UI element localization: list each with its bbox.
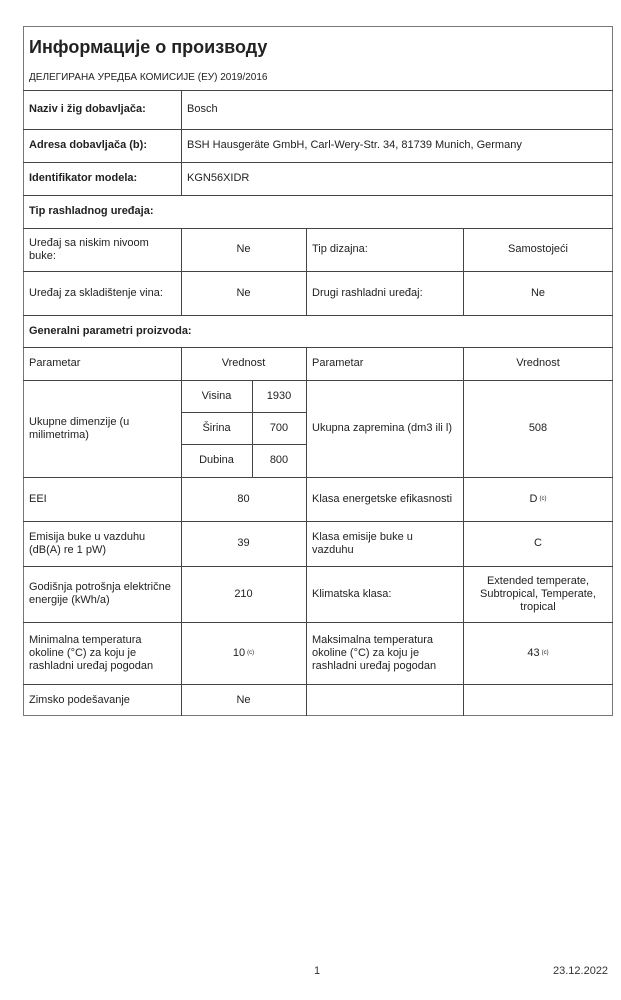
supplier-address-label: Adresa dobavljača (b): [29, 139, 147, 151]
supplier-address-value: BSH Hausgeräte GmbH, Carl-Wery-Str. 34, 81739 Munich, Germany [187, 139, 522, 151]
page-title: Информације о производу [29, 36, 268, 57]
supplier-name-label: Naziv i žig dobavljača: [29, 103, 146, 115]
low-noise-label: Uređaj sa niskim nivoom buke: [29, 236, 149, 262]
volume-label: Ukupna zapremina (dm3 ili l) [312, 422, 452, 434]
min-temp-value: 10 [232, 646, 246, 659]
min-temp-note: (c) [247, 649, 255, 656]
climate-class-value: Extended temperate, Subtropical, Temperate, tropical [480, 574, 596, 613]
page-number: 1 [314, 965, 321, 977]
column-header-parameter: Parametar [29, 357, 81, 369]
depth-value: 800 [269, 454, 289, 466]
winter-setting-label: Zimsko podešavanje [29, 693, 130, 706]
noise-class-label: Klasa emisije buke u vazduhu [312, 530, 413, 556]
max-temp-label: Maksimalna temperatura okoline (°C) za koju je rashladni uređaj pogodan [312, 633, 437, 672]
design-type-value: Samostojeći [508, 243, 568, 255]
wine-storage-label: Uređaj za skladištenje vina: [29, 286, 163, 299]
design-type-label: Tip dizajna: [312, 243, 368, 255]
max-temp-cell [463, 622, 613, 684]
consumption-label: Godišnja potrošnja električne energije (kWh/a) [29, 581, 171, 606]
energy-class-value: D [529, 492, 538, 505]
column-header-value: Vrednost [221, 357, 266, 369]
low-noise-value: Ne [236, 243, 251, 255]
other-device-label: Drugi rashladni uređaj: [312, 286, 423, 299]
noise-class-value: C [534, 537, 542, 549]
eei-label: EEI [29, 492, 47, 505]
max-temp-value: 43 [527, 646, 540, 659]
consumption-value: 210 [234, 587, 253, 600]
height-label: Visina [201, 389, 232, 402]
volume-value: 508 [528, 422, 548, 434]
climate-class-label: Klimatska klasa: [312, 587, 392, 600]
model-identifier-label: Identifikator modela: [29, 172, 138, 184]
device-type-heading: Tip rashladnog uređaja: [29, 205, 154, 217]
energy-class-label: Klasa energetske efikasnosti [312, 492, 453, 505]
width-value: 700 [269, 421, 289, 434]
general-params-heading: Generalni parametri proizvoda: [29, 324, 192, 337]
noise-label: Emisija buke u vazduhu (dB(A) re 1 pW) [29, 530, 146, 556]
min-temp-cell [181, 622, 306, 684]
depth-label: Dubina [199, 454, 234, 466]
eei-value: 80 [237, 492, 250, 505]
supplier-name-value: Bosch [187, 103, 218, 115]
document-date: 23.12.2022 [553, 965, 609, 977]
model-identifier-value: KGN56XIDR [187, 172, 250, 184]
noise-value: 39 [237, 537, 250, 549]
column-header-parameter: Parametar [312, 357, 364, 369]
min-temp-label: Minimalna temperatura okoline (°C) za koju je rashladni uređaj pogodan [29, 633, 154, 672]
height-value: 1930 [266, 389, 292, 402]
regulation-reference: ДЕЛЕГИРАНА УРЕДБА КОМИСИЈЕ (ЕУ) 2019/2016 [29, 71, 268, 83]
column-header-value: Vrednost [516, 357, 560, 369]
max-temp-note: (c) [541, 649, 549, 656]
wine-storage-value: Ne [236, 286, 251, 299]
energy-class-cell [463, 477, 613, 521]
winter-setting-value: Ne [236, 693, 251, 706]
dimensions-label: Ukupne dimenzije (u milimetrima) [29, 415, 130, 441]
other-device-value: Ne [530, 286, 546, 299]
energy-class-note: (c) [539, 495, 547, 502]
width-label: Širina [202, 421, 231, 434]
